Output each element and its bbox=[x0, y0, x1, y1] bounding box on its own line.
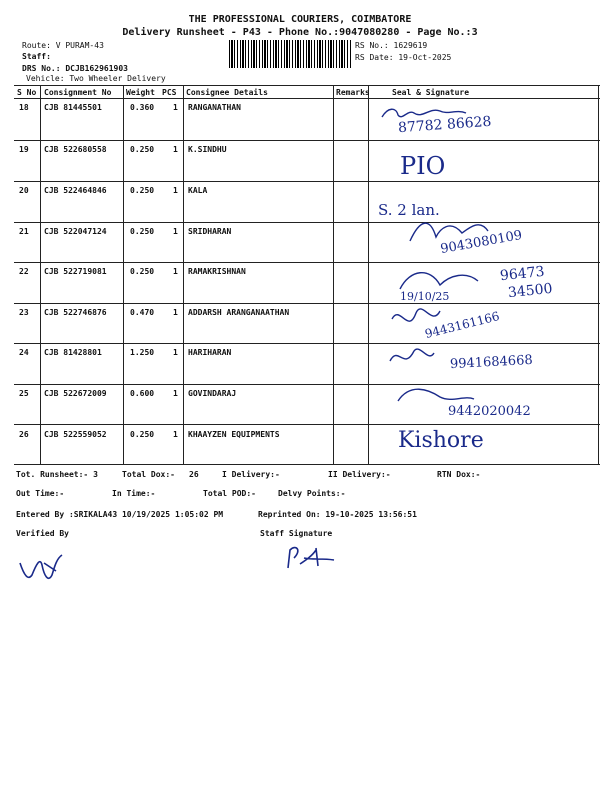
verified-signature-scribble bbox=[14, 545, 74, 590]
row-consignment: CJB 522746876 bbox=[44, 308, 107, 317]
row-pcs: 1 bbox=[173, 103, 178, 112]
tot-runsheet: Tot. Runsheet:- 3 bbox=[16, 470, 98, 479]
runsheet-subtitle: Delivery Runsheet - P43 - Phone No.:9047080280 - Page No.:3 bbox=[122, 27, 478, 38]
row-consignment: CJB 522719081 bbox=[44, 267, 107, 276]
drs-number: DRS No.: DCJB162961903 bbox=[22, 64, 128, 73]
rs-number: RS No.: 1629619 bbox=[355, 41, 428, 50]
row-pcs: 1 bbox=[173, 186, 178, 195]
row-consignment: CJB 81445501 bbox=[44, 103, 102, 112]
staff-signature-label: Staff Signature bbox=[260, 529, 333, 538]
row-consignee: KALA bbox=[188, 186, 208, 195]
row-weight: 1.250 bbox=[130, 348, 155, 357]
row-consignee: RAMAKRISHNAN bbox=[188, 267, 246, 276]
barcode-image bbox=[229, 40, 351, 68]
row-consignment: CJB 522559052 bbox=[44, 430, 107, 439]
row-consignee: KHAAYZEN EQUIPMENTS bbox=[188, 430, 280, 439]
row-pcs: 1 bbox=[173, 348, 178, 357]
signature-r18: 87782 86628 bbox=[397, 113, 492, 137]
row-pcs: 1 bbox=[173, 267, 178, 276]
total-dox-value: 26 bbox=[189, 470, 199, 479]
col-pcs: PCS bbox=[162, 88, 177, 97]
row-sno: 19 bbox=[19, 145, 29, 154]
row-sno: 21 bbox=[19, 227, 29, 236]
row-sno: 22 bbox=[19, 267, 29, 276]
row-consignment: CJB 522464846 bbox=[44, 186, 107, 195]
col-weight: Weight bbox=[126, 88, 155, 97]
out-time: Out Time:- bbox=[16, 489, 65, 498]
signature-r23: 9443161166 bbox=[423, 308, 501, 342]
rs-date: RS Date: 19-Oct-2025 bbox=[355, 53, 452, 62]
row-pcs: 1 bbox=[173, 389, 178, 398]
row-weight: 0.250 bbox=[130, 430, 155, 439]
row-weight: 0.250 bbox=[130, 145, 155, 154]
verified-by: Verified By bbox=[16, 529, 69, 538]
row-pcs: 1 bbox=[173, 227, 178, 236]
col-sno: S No bbox=[17, 88, 37, 97]
signature-r25: 9442020042 bbox=[448, 404, 531, 419]
row-consignee: K.SINDHU bbox=[188, 145, 227, 154]
row-consignment: CJB 522672009 bbox=[44, 389, 107, 398]
row-consignee: HARIHARAN bbox=[188, 348, 232, 357]
row-sno: 23 bbox=[19, 308, 29, 317]
row-pcs: 1 bbox=[173, 430, 178, 439]
entered-by: Entered By :SRIKALA43 10/19/2025 1:05:02 PM bbox=[16, 510, 224, 519]
signature-r22a: 96473 bbox=[499, 263, 546, 285]
staff-signature-scribble bbox=[282, 538, 357, 578]
row-consignment: CJB 81428801 bbox=[44, 348, 102, 357]
col-signature: Seal & Signature bbox=[392, 88, 470, 97]
in-time: In Time:- bbox=[112, 489, 156, 498]
ii-delivery: II Delivery:- bbox=[328, 470, 391, 479]
col-consignee: Consignee Details bbox=[186, 88, 268, 97]
col-consignment: Consignment No bbox=[44, 88, 112, 97]
row-consignment: CJB 522680558 bbox=[44, 145, 107, 154]
signature-r20: S. 2 lan. bbox=[378, 201, 440, 219]
row-weight: 0.250 bbox=[130, 267, 155, 276]
row-consignee: RANGANATHAN bbox=[188, 103, 241, 112]
signature-r22c: 19/10/25 bbox=[400, 290, 450, 303]
row-sno: 24 bbox=[19, 348, 29, 357]
total-dox-label: Total Dox:- bbox=[122, 470, 175, 479]
row-sno: 18 bbox=[19, 103, 29, 112]
row-weight: 0.250 bbox=[130, 227, 155, 236]
rtn-dox: RTN Dox:- bbox=[437, 470, 481, 479]
row-consignee: ADDARSH ARANGANAATHAN bbox=[188, 308, 290, 317]
row-sno: 25 bbox=[19, 389, 29, 398]
signature-r21: 9043080109 bbox=[439, 227, 524, 258]
i-delivery: I Delivery:- bbox=[222, 470, 280, 479]
delvy-points: Delvy Points:- bbox=[278, 489, 346, 498]
row-weight: 0.600 bbox=[130, 389, 155, 398]
staff-label: Staff: bbox=[22, 52, 51, 61]
row-weight: 0.250 bbox=[130, 186, 155, 195]
company-title: THE PROFESSIONAL COURIERS, COIMBATORE bbox=[188, 14, 412, 25]
col-remarks: Remarks bbox=[336, 88, 370, 97]
signature-r26: Kishore bbox=[398, 428, 484, 453]
signature-r19: PIO bbox=[400, 152, 446, 180]
vehicle-label: Vehicle: Two Wheeler Delivery bbox=[26, 74, 166, 83]
signature-r22b: 34500 bbox=[507, 280, 554, 302]
row-pcs: 1 bbox=[173, 145, 178, 154]
row-sno: 26 bbox=[19, 430, 29, 439]
signature-r24: 9941684668 bbox=[449, 352, 534, 373]
row-weight: 0.360 bbox=[130, 103, 155, 112]
row-sno: 20 bbox=[19, 186, 29, 195]
row-consignee: GOVINDARAJ bbox=[188, 389, 237, 398]
route-label: Route: V PURAM-43 bbox=[22, 41, 104, 50]
row-pcs: 1 bbox=[173, 308, 178, 317]
row-consignee: SRIDHARAN bbox=[188, 227, 232, 236]
total-pod: Total POD:- bbox=[203, 489, 256, 498]
reprinted-on: Reprinted On: 19-10-2025 13:56:51 bbox=[258, 510, 417, 519]
row-consignment: CJB 522047124 bbox=[44, 227, 107, 236]
row-weight: 0.470 bbox=[130, 308, 155, 317]
